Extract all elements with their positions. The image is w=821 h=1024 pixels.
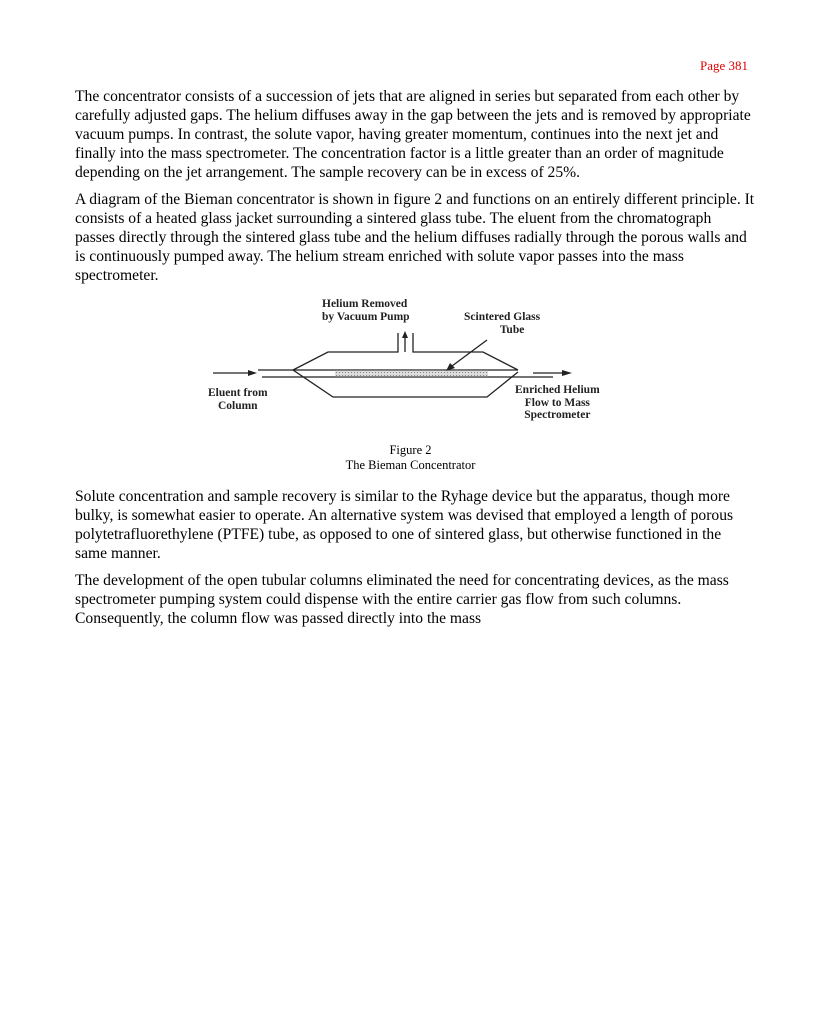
label-line: Tube [499, 323, 525, 336]
paragraph-4: The development of the open tubular columns eliminated the need for concentrating devices, as the mass spectrometer pumping system could dispense with the entire carrier gas flow from such columns. Consequently, the column flow was passed directly into the mass [75, 572, 729, 627]
label-line: Enriched Helium [515, 384, 600, 396]
label-enriched-helium [515, 384, 600, 422]
figure-caption: The Bieman Concentrator [345, 458, 476, 472]
label-line: Scintered Glass [464, 311, 541, 323]
label-line: Eluent from [208, 387, 268, 399]
figure-number: Figure 2 [389, 443, 432, 457]
jacket-top-right [413, 333, 518, 370]
label-line: Helium Removed [322, 298, 408, 310]
page-number: Page 381 [699, 58, 748, 73]
label-line: Column [217, 399, 258, 412]
jacket-top [293, 333, 398, 370]
label-helium-removed [322, 298, 410, 323]
label-line: Flow to Mass [524, 396, 590, 409]
paragraph-3: Solute concentration and sample recovery is similar to the Ryhage device but the apparatus, though more bulky, is somewhat easier to operate. An alternative system was devised that employed a length of porous polytetrafluorethylene (PTFE) tube, as opposed to one of sintered glass, but otherwise functioned in the same manner. [75, 488, 734, 562]
label-scintered-glass [464, 311, 540, 336]
paragraph-2: A diagram of the Bieman concentrator is shown in figure 2 and functions on an entirely different principle. It consists of a heated glass jacket surrounding a sintered glass tube. The eluent from the chromatograph passes directly through the sintered glass tube and the helium diffuses radially through the porous walls and is continuously pumped away. The helium stream enriched with solute vapor passes into the mass spectrometer. [75, 191, 755, 284]
sintered-glass-tube [335, 371, 488, 377]
scintered-pointer [452, 340, 487, 366]
paragraph-1: The concentrator consists of a succession of jets that are aligned in series but separated from each other by carefully adjusted gaps. The helium diffuses away in the gap between the jets and is removed by appropriate vacuum pumps. In contrast, the solute vapor, having greater momentum, continues into the next jet and finally into the mass spectrometer. The concentration factor is a little greater than an order of magnitude depending on the jet arrangement. The sample recovery can be in excess of 25%. [75, 88, 751, 181]
label-eluent [208, 387, 268, 412]
jacket-bottom [293, 370, 518, 397]
label-line: by Vacuum Pump [322, 310, 410, 323]
label-line: Spectrometer [524, 409, 591, 421]
